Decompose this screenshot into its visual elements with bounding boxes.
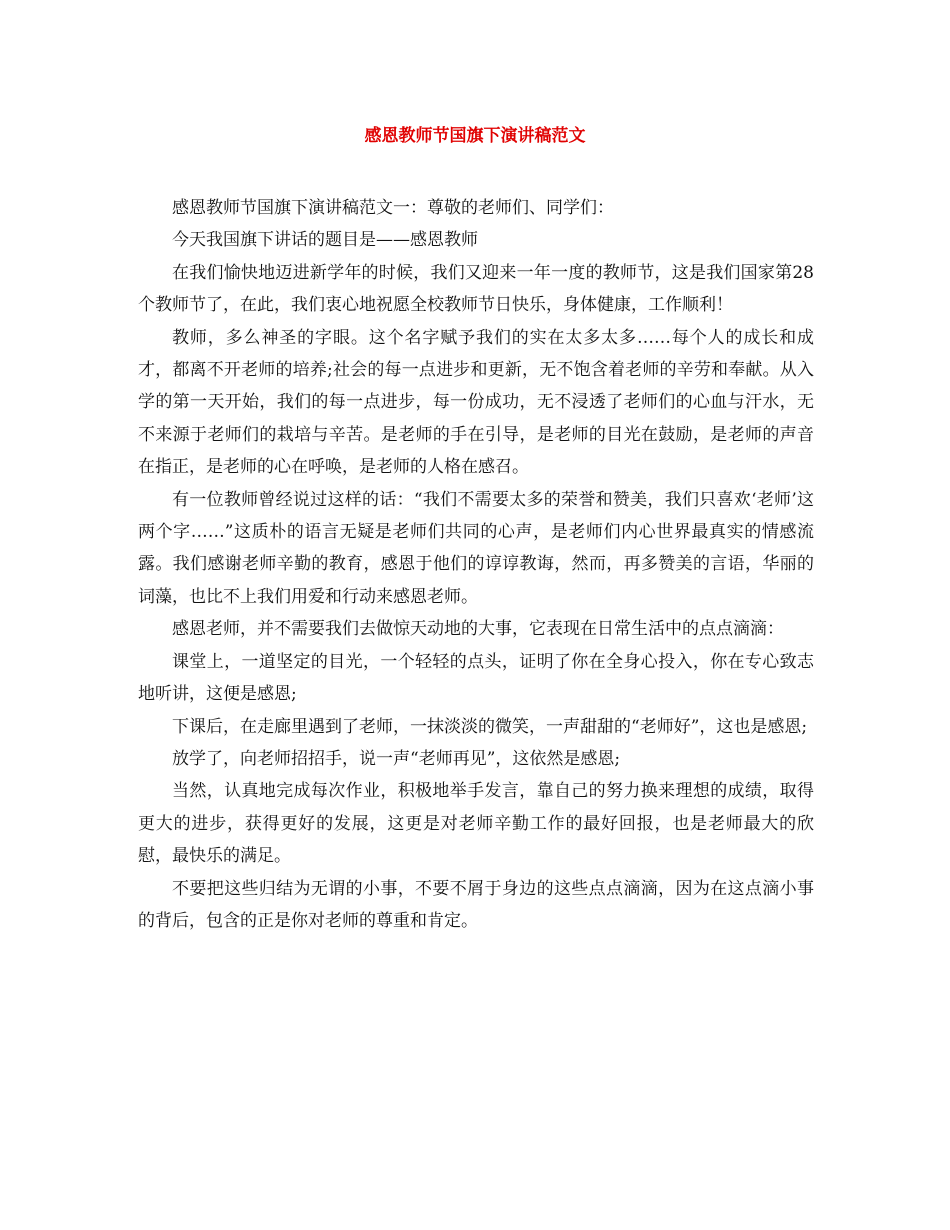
document-body [138,192,814,937]
paragraph-quote: 有一位教师曾经说过这样的话：“我们不需要太多的荣誉和赞美，我们只喜欢‘老师’这两个字……”这质朴的语言无疑是老师们共同的心声，是老师们内心世界最真实的情感流露。我们感谢老师辛勤的教育，感恩于他们的谆谆教诲，然而，再多赞美的言语，华丽的词藻，也比不上我们用爱和行动来感恩老师。 [138,489,814,607]
paragraph-teachers-day: 在我们愉快地迈进新学年的时候，我们又迎来一年一度的教师节，这是我们国家第28个教师节了，在此，我们衷心地祝愿全校教师节日快乐，身体健康，工作顺利！ [138,262,814,316]
paragraph-homework: 当然，认真地完成每次作业，积极地举手发言，靠自己的努力换来理想的成绩，取得更大的进步，获得更好的发展，这更是对老师辛勤工作的最好回报，也是老师最大的欣慰，最快乐的满足。 [138,781,814,867]
paragraph-sacred-word: 教师，多么神圣的字眼。这个名字赋予我们的实在太多太多……每个人的成长和成才，都离不开老师的培养;社会的每一点进步和更新，无不饱含着老师的辛劳和奉献。从入学的第一天开始，我们的每一点进步，每一份成功，无不浸透了老师们的心血与汗水，无不来源于老师们的栽培与辛苦。是老师的手在引导，是老师的目光在鼓励，是老师的声音在指正，是老师的心在呼唤，是老师的人格在感召。 [138,327,814,478]
paragraph-small-things: 不要把这些归结为无谓的小事，不要不屑于身边的这些点点滴滴，因为在这点滴小事的背后，包含的正是你对老师的尊重和肯定。 [138,878,814,931]
paragraph-daily-gratitude: 感恩老师，并不需要我们去做惊天动地的大事，它表现在日常生活中的点点滴滴： [172,619,784,640]
paragraph-topic: 今天我国旗下讲话的题目是——感恩教师 [172,230,478,251]
paragraph-in-class: 课堂上，一道坚定的目光，一个轻轻的点头，证明了你在全身心投入，你在专心致志地听讲，这便是感恩; [138,651,814,705]
paragraph-after-school: 放学了，向老师招招手，说一声“老师再见”，这依然是感恩; [172,748,621,769]
paragraph-greeting: 感恩教师节国旗下演讲稿范文一：尊敬的老师们、同学们： [172,198,614,218]
paragraph-after-class: 下课后，在走廊里遇到了老师，一抹淡淡的微笑，一声甜甜的“老师好”，这也是感恩; [172,716,808,737]
document-title: 感恩教师节国旗下演讲稿范文 [364,126,586,146]
